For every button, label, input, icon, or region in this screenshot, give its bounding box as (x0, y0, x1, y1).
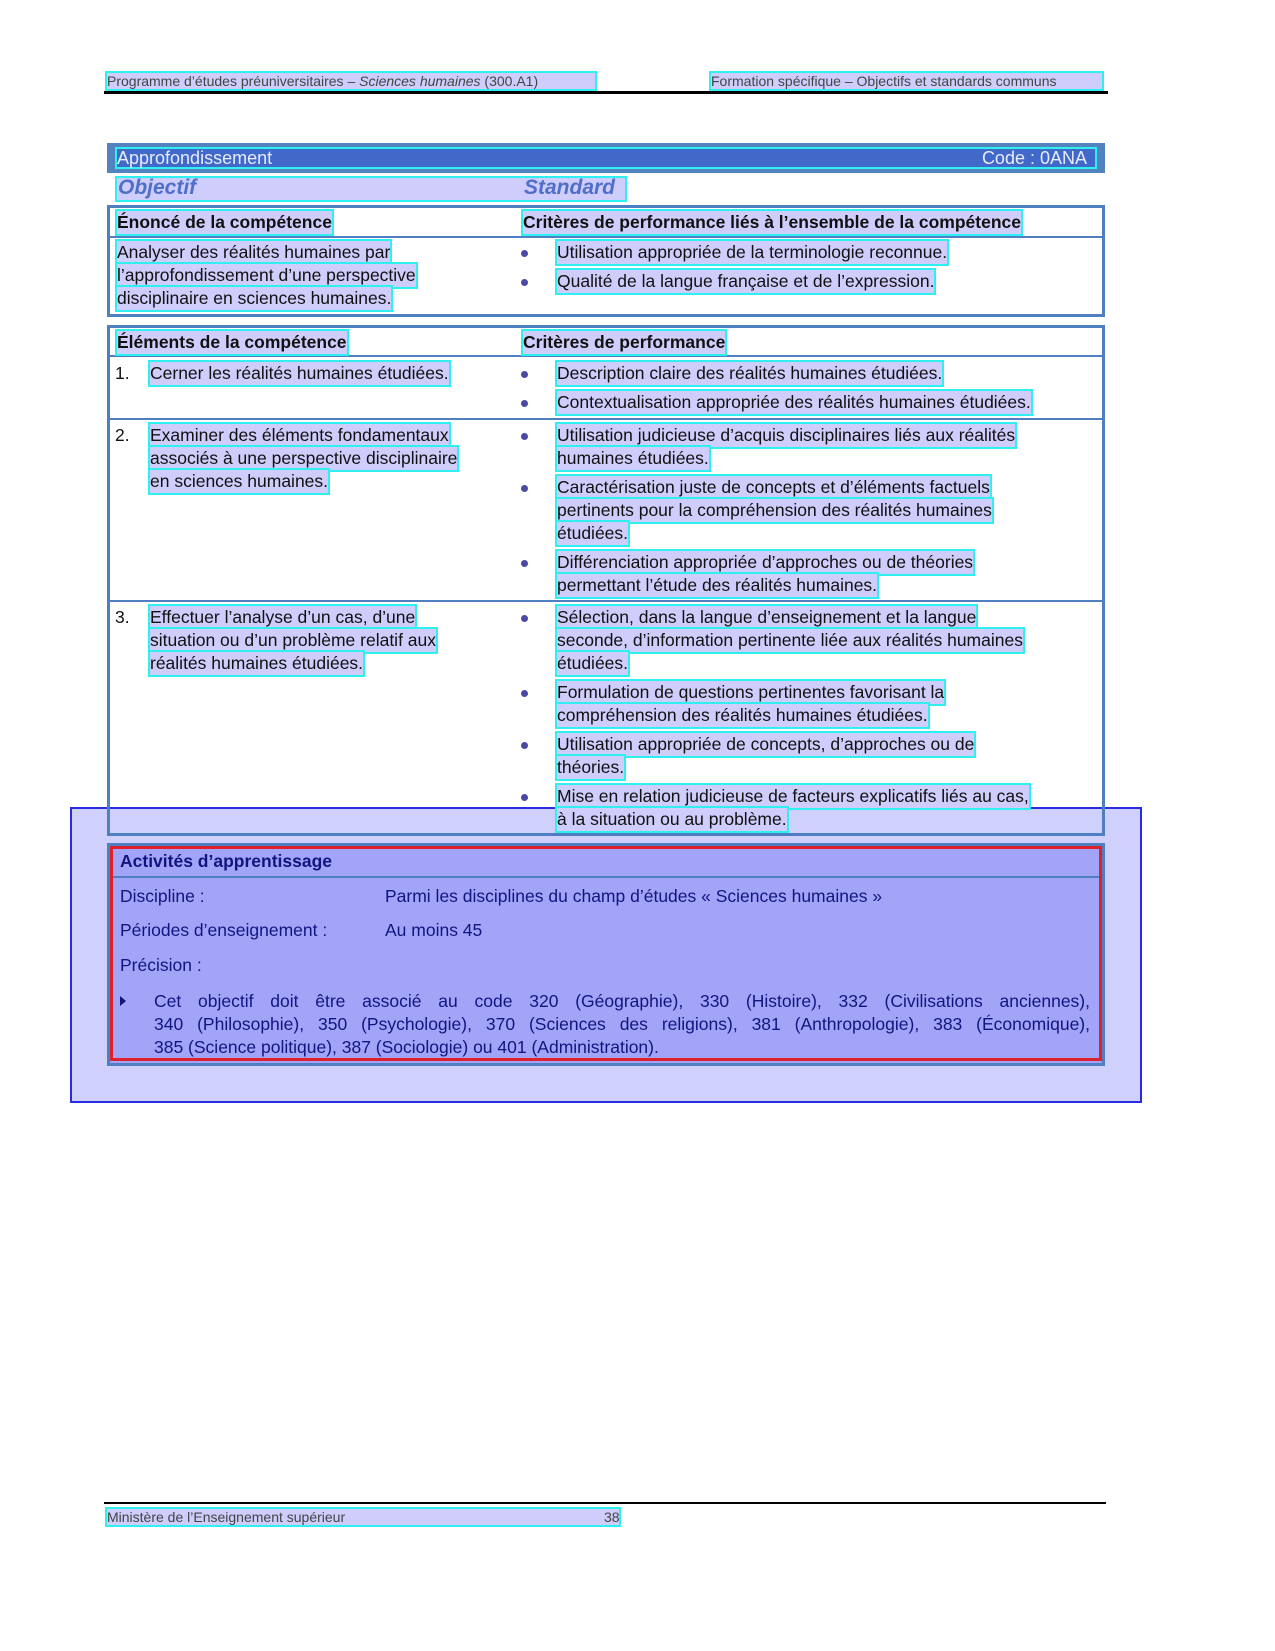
footer-left: Ministère de l’Enseignement supérieur (107, 1509, 619, 1525)
element-number: 2. (115, 425, 130, 445)
bullet-icon (521, 400, 528, 407)
element-number: 3. (115, 607, 130, 627)
precision-text: 340 (Philosophie), 350 (Psychologie), 370 (Sciences des religions), 381 (Anthropologie), 383 (Économique), (154, 1014, 1090, 1034)
criterion: seconde, d’information pertinente liée aux réalités humaines (557, 630, 1023, 650)
criterion: Utilisation appropriée de la terminologie reconnue. (557, 242, 948, 262)
criterion: Caractérisation juste de concepts et d’éléments factuels (557, 477, 990, 497)
element-text: Examiner des éléments fondamentaux (150, 425, 449, 445)
element-number: 1. (115, 363, 130, 383)
element-text: situation ou d’un problème relatif aux (150, 630, 437, 650)
competence-statement: l’approfondissement d’une perspective (117, 265, 416, 285)
precision-text: Cet objectif doit être associé au code 320 (Géographie), 330 (Histoire), 332 (Civilisations anciennes), (154, 991, 1090, 1011)
competence-statement: Analyser des réalités humaines par (117, 242, 391, 262)
discipline-label: Discipline : (120, 886, 205, 906)
element-text: associés à une perspective disciplinaire (150, 448, 458, 468)
element-text: Effectuer l’analyse d’un cas, d’une (150, 607, 416, 627)
periods-label: Périodes d’enseignement : (120, 920, 328, 940)
bullet-icon (521, 433, 528, 440)
element-text: en sciences humaines. (150, 471, 329, 491)
criterion: étudiées. (557, 523, 629, 543)
header-right: Formation spécifique – Objectifs et standards communs (711, 73, 1102, 89)
header-left: Programme d’études préuniversitaires – Sciences humaines (300.A1) (107, 73, 595, 89)
page-number: 38 (604, 1509, 620, 1525)
footer-rule (104, 1502, 1106, 1504)
activities-title: Activités d’apprentissage (120, 851, 333, 871)
criterion: humaines étudiées. (557, 448, 709, 468)
element-text: Cerner les réalités humaines étudiées. (150, 363, 449, 383)
precision-label: Précision : (120, 955, 202, 975)
criterion: à la situation ou au problème. (557, 809, 787, 829)
bullet-icon (521, 250, 528, 257)
bullet-icon (521, 560, 528, 567)
elements-header: Éléments de la compétence (117, 332, 347, 352)
element-text: réalités humaines étudiées. (150, 653, 364, 673)
course-title: Approfondissement (117, 148, 273, 168)
criteria-global-header: Critères de performance liés à l’ensemble de la compétence (523, 212, 1021, 232)
course-code: Code : 0ANA (981, 148, 1087, 168)
bullet-icon (521, 615, 528, 622)
criteria-header: Critères de performance (523, 332, 726, 352)
header-rule (104, 91, 1108, 94)
criterion: Formulation de questions pertinentes favorisant la (557, 682, 945, 702)
competence-header: Énoncé de la compétence (117, 212, 332, 232)
bullet-icon (521, 485, 528, 492)
bullet-icon (521, 742, 528, 749)
criterion: Différenciation appropriée d’approches ou de théories (557, 552, 974, 572)
precision-text: 385 (Science politique), 387 (Sociologie) ou 401 (Administration). (154, 1037, 659, 1057)
periods-value: Au moins 45 (385, 920, 483, 940)
title-bar (107, 143, 1105, 173)
standard-heading: Standard (524, 176, 616, 199)
criterion: Sélection, dans la langue d’enseignement et la langue (557, 607, 977, 627)
competence-statement: disciplinaire en sciences humaines. (117, 288, 392, 308)
criterion: Utilisation judicieuse d’acquis disciplinaires liés aux réalités (557, 425, 1016, 445)
criterion: permettant l’étude des réalités humaines. (557, 575, 878, 595)
criterion: Mise en relation judicieuse de facteurs explicatifs liés au cas, (557, 786, 1029, 806)
arrow-bullet-icon (120, 996, 126, 1006)
bullet-icon (521, 371, 528, 378)
criterion: pertinents pour la compréhension des réalités humaines (557, 500, 992, 520)
discipline-value: Parmi les disciplines du champ d’études « Sciences humaines » (385, 886, 883, 906)
objectif-heading: Objectif (118, 176, 197, 199)
bullet-icon (521, 279, 528, 286)
criterion: Contextualisation appropriée des réalités humaines étudiées. (557, 392, 1031, 412)
criterion: Utilisation appropriée de concepts, d’approches ou de (557, 734, 975, 754)
bullet-icon (521, 794, 528, 801)
criterion: étudiées. (557, 653, 629, 673)
bullet-icon (521, 690, 528, 697)
criterion: compréhension des réalités humaines étudiées. (557, 705, 928, 725)
criterion: Qualité de la langue française et de l’expression. (557, 271, 935, 291)
criterion: théories. (557, 757, 625, 777)
criterion: Description claire des réalités humaines étudiées. (557, 363, 943, 383)
